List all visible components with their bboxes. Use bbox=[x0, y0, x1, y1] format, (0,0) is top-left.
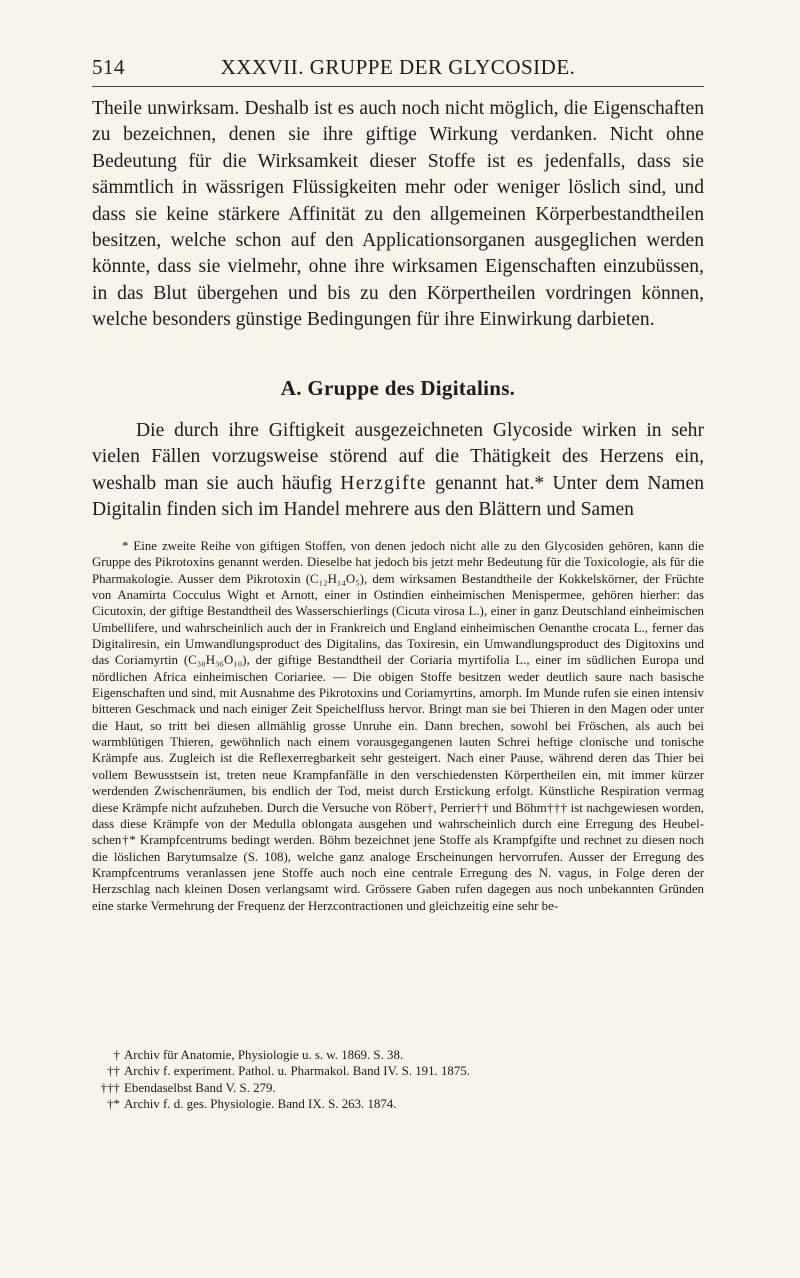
reference-mark: ††† bbox=[100, 1080, 120, 1095]
reference-mark: † bbox=[113, 1048, 120, 1062]
paragraph-digitalin bbox=[92, 418, 704, 524]
reference-item bbox=[107, 1063, 700, 1079]
reference-item bbox=[107, 1096, 700, 1112]
paragraph-digitalin-part2: genannt hat.* Unter dem Namen Digitalin finden sich im Handel mehrere aus den Blättern und Samen bbox=[92, 472, 704, 521]
running-head bbox=[92, 55, 704, 85]
header-rule bbox=[92, 86, 704, 87]
paragraph-continuation: Theile unwirksam. Deshalb ist es auch noch nicht möglich, die Eigenschaften zu bezeichnen, denen sie ihre giftige Wirkung verdanken. Nicht ohne Bedeutung für die Wirksamkeit dieser Stoffe ist es jedenfalls, dass sie sämmtlich in wässrigen Flüssigkeiten mehr oder weniger löslich sind, und dass sie keine stärkere Affinität zu den allgemeinen Körperbestandtheilen besitzen, welche schon auf den Applicationsorganen ausgeglichen werden könnte, dass sie vielmehr, ohne ihre wirksamen Eigenschaften einzubüssen, in das Blut übergehen und bis zu den Körpertheilen vordringen können, welche besonders günstige Bedingungen für ihre Einwirkung darbieten. bbox=[92, 98, 704, 331]
reference-text: Archiv f. d. ges. Physiologie. Band IX. S. 263. 1874. bbox=[124, 1097, 397, 1112]
reference-item bbox=[100, 1080, 700, 1096]
herzgifte-term: Herzgifte bbox=[340, 472, 427, 494]
footnote-pikrotoxin: * Eine zweite Reihe von giftigen Stoffen, von denen jedoch nicht alle zu den Glycosiden gehören, kann die Gruppe des Pikrotoxins genannt werden. Dieselbe hat jedoch bis jetzt mehr Bedeutung für die Toxicologie, als für die Pharmakologie. Ausser dem Pikrotoxin (C₁₂H₁₄O₅), dem wirksamen Bestandtheile der Kokkelskörner, der Früchte von Anamirta Cocculus Wight et Arnott, einer in Ostindien einheimischen Menispermee, gehören hierher: das Cicutoxin, der giftige Bestandtheil des Wasserschierlings (Cicuta virosa L.), einer in ganz Deutschland einheimischen Umbellifere, und wahrscheinlich auch der in Frankreich und England einheimischen Oenanthe crocata L., ferner das Digitaliresin, ein Umwandlungsproduct des Digitalins, das Toxiresin, ein Umwandlungsproduct des Digitoxins und das Coriamyrtin (C₃₀H₃₆O₁₀), der giftige Bestandtheil der Coriaria myrtifolia L., einer im südlichen Europa und nördlichen Africa einheimischen Coriariee. — Die obigen Stoffe besitzen weder deutlich saure nach basische Eigenschaften und sind, mit Ausnahme des Pikrotoxins und Coriamyrtins, amorph. Im Munde rufen sie einen intensiv bitteren Geschmack und nach einiger Zeit Speichelfluss hervor. Bringt man sie bei Thieren in den Magen oder unter die Haut, so tritt bei diesen allmählig grosse Unruhe ein. Dann brechen, sowohl bei Fröschen, als auch bei warmblütigen Thieren, gewöhnlich nach einem vorausgegangenen lauten Schrei heftige clonische und tonische Krämpfe aus. Zugleich ist die Reflexerregbarkeit sehr gesteigert. Nach einer Pause, während deren das Thier bei vollem Bewusstsein ist, treten neue Krampfanfälle in den verschiedensten Körpertheilen ein, mit immer kürzer werdenden Zwischenräumen, bis endlich der Tod, meist durch Erstickung erfolgt. Künstliche Respiration vermag diese Krämpfe nicht aufzuheben. Durch die Versuche von Röber†, Perrier†† und Böhm††† ist nachgewiesen worden, dass diese Krämpfe von der Medulla oblongata ausgehen und wahrscheinlich durch eine Erregung des Heubel-schen†* Krampfcentrums bedingt werden. Böhm bezeichnet jene Stoffe als Krampfgifte und rechnet zu diesen noch die löslichen Barytumsalze (S. 108), welche ganz analoge Erscheinungen hervorrufen. Ausser der Erregung des Krampfcentrums veranlassen jene Stoffe auch noch eine centrale Erregung des N. vagus, in Folge deren der Herzschlag nach kleinen Dosen verlangsamt wird. Grössere Gaben rufen dagegen aus noch unbekannten Gründen eine starke Vermehrung der Frequenz der Herzcontractionen und gleichzeitig eine sehr be- bbox=[92, 539, 704, 913]
running-title: XXXVII. GRUPPE DER GLYCOSIDE. bbox=[220, 55, 576, 79]
section-heading: A. Gruppe des Digitalins. bbox=[280, 376, 516, 400]
reference-item bbox=[110, 1047, 700, 1063]
reference-text: Archiv f. experiment. Pathol. u. Pharmakol. Band IV. S. 191. 1875. bbox=[124, 1064, 470, 1079]
reference-text: Archiv für Anatomie, Physiologie u. s. w. 1869. S. 38. bbox=[124, 1048, 404, 1062]
reference-mark: †† bbox=[107, 1064, 120, 1079]
reference-list bbox=[100, 1047, 700, 1113]
paragraph-digitalin-part1: Die durch ihre Giftigkeit ausgezeichneten Glycoside wirken in sehr vielen Fällen vorzugsweise störend auf die Thätigkeit des Herzens ein, weshalb man sie auch häufig bbox=[92, 420, 704, 494]
reference-mark: †* bbox=[107, 1097, 120, 1112]
page-number: 514 bbox=[92, 55, 125, 79]
reference-text: Ebendaselbst Band V. S. 279. bbox=[124, 1080, 276, 1095]
